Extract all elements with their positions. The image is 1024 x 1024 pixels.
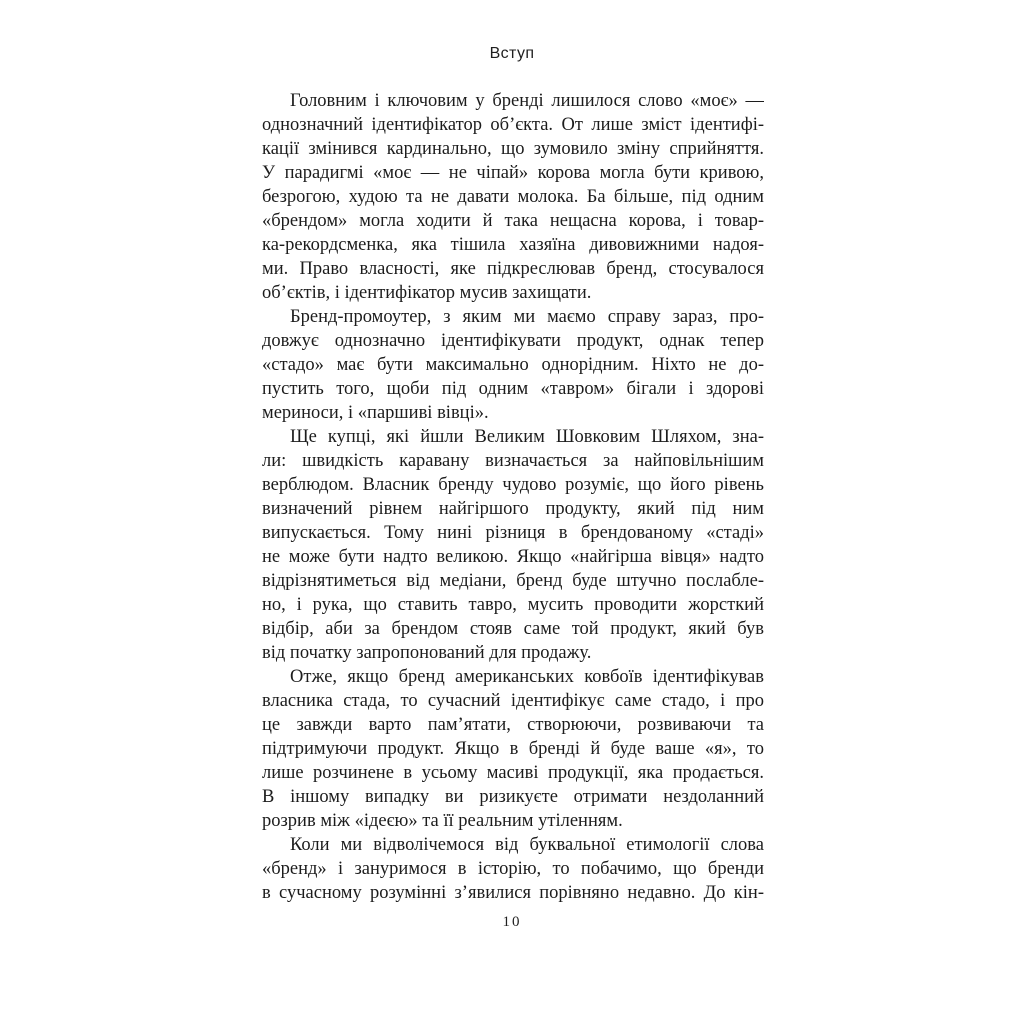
paragraph (262, 665, 764, 833)
text-line: пустить того, щоби під одним «тавром» бігали і здорові (262, 379, 764, 399)
text-line: «стадо» має бути максимально однорідним. Ніхто не до- (262, 355, 764, 375)
text-line: від початку запропонований для продажу. (262, 643, 592, 663)
page-number: 10 (502, 914, 522, 930)
text-line: не може бути надто великою. Якщо «найгірша вівця» надто (262, 547, 764, 567)
text-line: мериноси, і «паршиві вівці». (262, 403, 489, 423)
text-block (262, 89, 764, 905)
text-line: Ще купці, які йшли Великим Шовковим Шляхом, зна- (290, 427, 764, 447)
text-line: лише розчинене в усьому масиві продукції, яка продається. (262, 763, 764, 783)
text-line: В іншому випадку ви ризикуєте отримати нездоланний (262, 787, 764, 807)
paragraph (262, 425, 764, 665)
text-line: об’єктів, і ідентифікатор мусив захищати. (262, 283, 592, 303)
paragraph (262, 305, 764, 425)
paragraph (262, 833, 764, 905)
paragraph (262, 89, 764, 305)
text-line: кації змінився кардинально, що зумовило зміну сприйняття. (262, 139, 764, 159)
text-line: Коли ми відволічемося від буквальної етимології слова (290, 835, 764, 855)
text-line: Головним і ключовим у бренді лишилося слово «моє» — (290, 91, 764, 111)
text-line: Бренд-промоутер, з яким ми маємо справу зараз, про- (290, 307, 764, 327)
text-line: но, і рука, що ставить тавро, мусить проводити жорсткий (262, 595, 764, 615)
text-line: «бренд» і зануримося в історію, то побачимо, що бренди (262, 859, 764, 879)
text-line: верблюдом. Власник бренду чудово розуміє, що його рівень (262, 475, 764, 495)
text-line: ли: швидкість каравану визначається за найповільнішим (262, 451, 764, 471)
text-line: однозначний ідентифікатор об’єкта. От лише зміст ідентифі- (262, 115, 764, 135)
text-line: довжує однозначно ідентифікувати продукт, однак тепер (262, 331, 764, 351)
text-line: відрізнятиметься від медіани, бренд буде штучно послабле- (262, 571, 764, 591)
text-line: власника стада, то сучасний ідентифікує саме стадо, і про (262, 691, 764, 711)
text-line: розрив між «ідеєю» та її реальним утіленням. (262, 811, 623, 831)
text-line: визначений рівнем найгіршого продукту, який під ним (262, 499, 764, 519)
text-line: Отже, якщо бренд американських ковбоїв ідентифікував (290, 667, 764, 687)
text-line: підтримуючи продукт. Якщо в бренді й буде ваше «я», то (262, 739, 764, 759)
text-line: це завжди варто пам’ятати, створюючи, розвиваючи та (262, 715, 764, 735)
text-line: «брендом» могла ходити й така нещасна корова, і товар- (262, 211, 764, 231)
running-head: Вступ (489, 45, 535, 62)
text-line: випускається. Тому нині різниця в брендованому «стаді» (262, 523, 764, 543)
text-line: ми. Право власності, яке підкреслював бренд, стосувалося (262, 259, 764, 279)
text-line: відбір, аби за брендом стояв саме той продукт, який був (262, 619, 764, 639)
text-line: безрогою, худою та не давати молока. Ба більше, під одним (262, 187, 764, 207)
text-line: У парадигмі «моє — не чіпай» корова могла бути кривою, (262, 163, 764, 183)
text-line: в сучасному розумінні з’явилися порівняно недавно. До кін- (262, 883, 764, 903)
text-line: ка-рекордсменка, яка тішила хазяїна дивовижними надоя- (262, 235, 764, 255)
